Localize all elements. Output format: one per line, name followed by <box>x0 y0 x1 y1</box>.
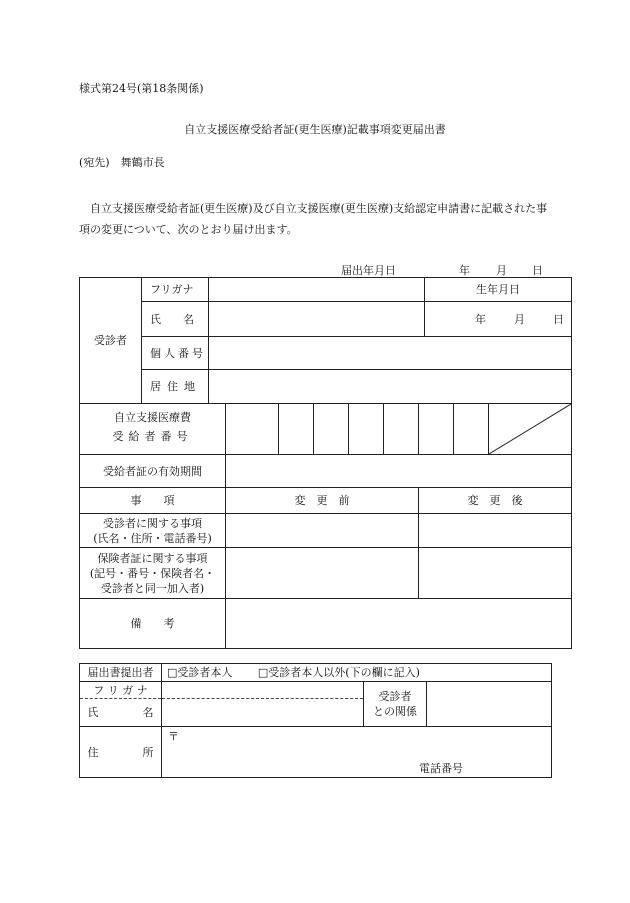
insurance-matters-before-field[interactable] <box>226 548 419 599</box>
filing-year-label: 年 <box>459 264 470 277</box>
relation-label: 受診者 との関係 <box>364 682 427 727</box>
main-form-table <box>79 277 572 649</box>
submitter-options <box>162 664 552 682</box>
submitter-furigana-field[interactable] <box>162 682 364 699</box>
personal-number-label: 個人番号 <box>142 337 209 370</box>
diagonal-slash <box>489 404 571 454</box>
submitter-address-label: 住 所 <box>80 727 162 778</box>
recipient-number-digit-1[interactable] <box>226 404 279 455</box>
personal-number-field[interactable] <box>209 337 572 370</box>
patient-matters-after-field[interactable] <box>419 514 572 548</box>
validity-field[interactable] <box>226 455 572 488</box>
birth-day-label: 日 <box>553 312 564 326</box>
birth-year-label: 年 <box>475 312 486 326</box>
remarks-field[interactable] <box>226 599 572 649</box>
submitter-name-field[interactable] <box>162 699 364 727</box>
submitter-label: 届出書提出者 <box>80 664 162 682</box>
name-label: 氏 名 <box>142 302 209 337</box>
patient-matters-label: 受診者に関する事項 (氏名・住所・電話番号) <box>80 514 226 548</box>
recipient-number-digit-5[interactable] <box>384 404 419 455</box>
validity-label: 受給者証の有効期間 <box>80 455 226 488</box>
submitter-self-checkbox[interactable]: □受診者本人 <box>167 666 233 679</box>
recipient-number-unused-cell <box>489 404 572 455</box>
form-title: 自立支援医療受給者証(更生医療)記載事項変更届出書 <box>184 123 446 136</box>
filing-date-label: 届出年月日 <box>341 264 396 277</box>
phone-label: 電話番号 <box>419 762 463 775</box>
addressee: (宛先) 舞鶴市長 <box>79 156 165 169</box>
submitter-furigana-label: フ リ ガ ナ <box>80 682 162 699</box>
intro-text: 自立支援医療受給者証(更生医療)及び自立支援医療(更生医療)支給認定申請書に記載された事項の変更について、次のとおり届け出ます。 <box>79 202 548 236</box>
filing-month-label: 月 <box>496 264 507 277</box>
postal-mark: 〒 <box>168 730 179 743</box>
recipient-number-label: 自立支援医療費 受給者番号 <box>80 404 226 455</box>
birth-month-label: 月 <box>514 312 525 326</box>
form-number: 様式第24号(第18条関係) <box>79 82 204 95</box>
furigana-label: フリガナ <box>142 278 209 302</box>
insurance-matters-after-field[interactable] <box>419 548 572 599</box>
recipient-number-digit-3[interactable] <box>314 404 349 455</box>
birthdate-label: 生年月日 <box>425 278 572 302</box>
submitter-name-label: 氏 名 <box>80 699 162 727</box>
furigana-field[interactable] <box>209 278 425 302</box>
filing-day-label: 日 <box>532 264 543 277</box>
recipient-label: 受診者 <box>80 278 142 404</box>
relation-field[interactable] <box>427 682 552 727</box>
recipient-number-digit-7[interactable] <box>454 404 489 455</box>
submitter-address-field[interactable] <box>162 727 552 778</box>
address-label: 居住地 <box>142 370 209 404</box>
recipient-number-digit-4[interactable] <box>349 404 384 455</box>
address-field[interactable] <box>209 370 572 404</box>
recipient-number-digit-2[interactable] <box>279 404 314 455</box>
submitter-table <box>79 663 552 778</box>
after-header: 変 更 後 <box>419 488 572 514</box>
item-header: 事 項 <box>80 488 226 514</box>
name-field[interactable] <box>209 302 425 337</box>
before-header: 変 更 前 <box>226 488 419 514</box>
submitter-other-checkbox[interactable]: □受診者本人以外(下の欄に記入) <box>257 666 420 679</box>
patient-matters-before-field[interactable] <box>226 514 419 548</box>
remarks-label: 備 考 <box>80 599 226 649</box>
insurance-matters-label: 保険者証に関する事項 (記号・番号・保険者名・ 受診者と同一加入者) <box>80 548 226 599</box>
recipient-number-digit-6[interactable] <box>419 404 454 455</box>
birthdate-field[interactable] <box>425 302 572 337</box>
